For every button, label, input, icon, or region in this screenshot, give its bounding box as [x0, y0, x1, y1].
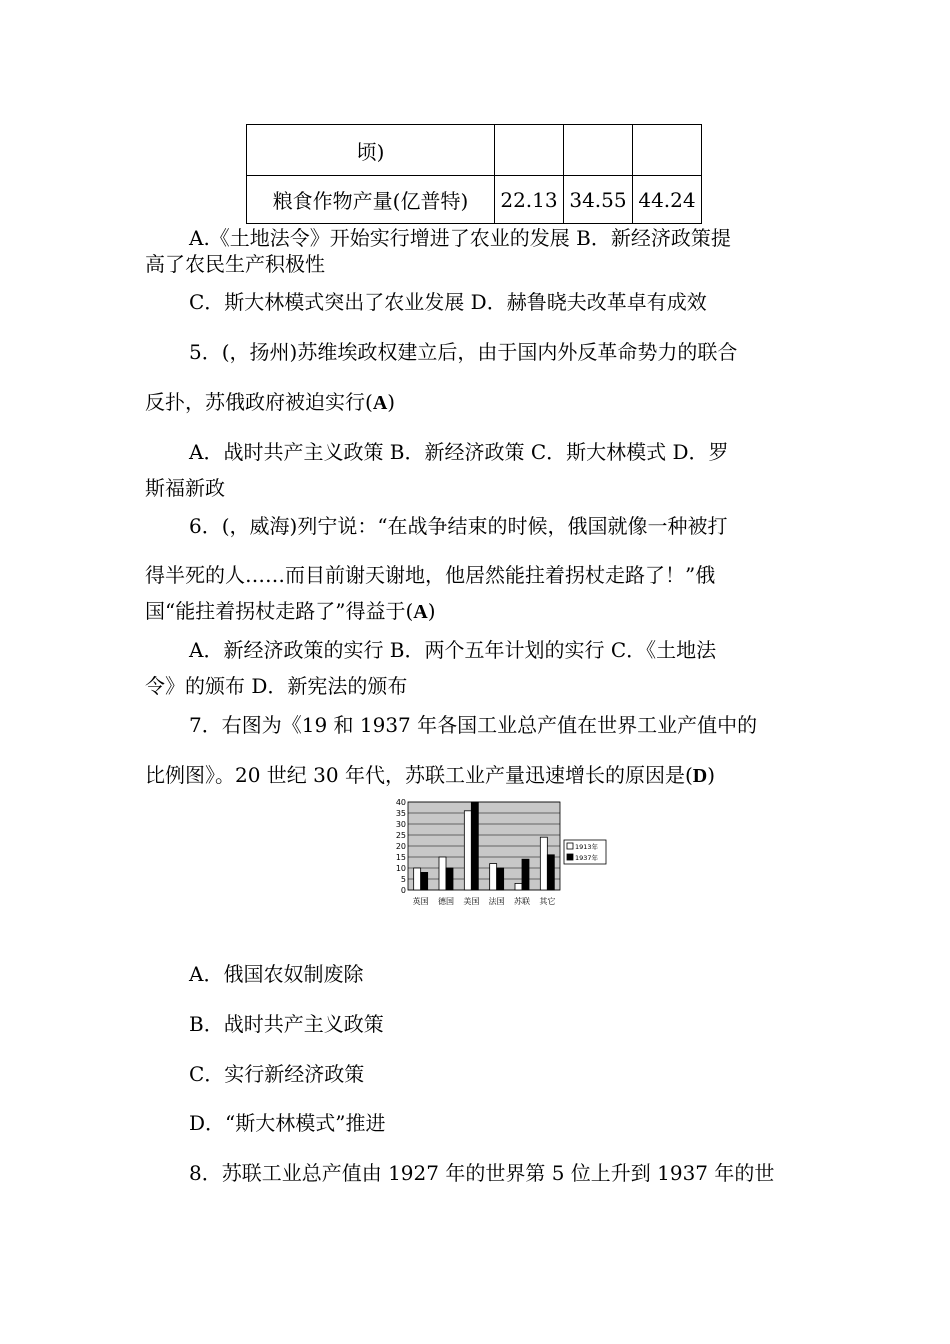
q4-option-a-line1: A.《土地法令》开始实行增进了农业的发展 B．新经济政策提 [189, 226, 731, 250]
q5-options-line2: 斯福新政 [145, 476, 225, 500]
legend-label: 1913年 [575, 843, 599, 851]
q6-options-line2: 令》的颁布 D．新宪法的颁布 [145, 674, 408, 698]
bar-1913 [414, 868, 421, 890]
q6-stem-close: ) [427, 599, 436, 623]
legend-swatch [567, 843, 573, 849]
q8-stem-line1: 8．苏联工业总产值由 1927 年的世界第 5 位上升到 1937 年的世 [189, 1161, 775, 1185]
y-tick-label: 0 [400, 886, 406, 895]
bar-1937 [421, 872, 428, 890]
q6-stem-line3 [145, 598, 436, 625]
q5-stem-line1: 5．(，扬州)苏维埃政权建立后，由于国内外反革命势力的联合 [189, 340, 738, 364]
bar-1913 [464, 811, 471, 890]
q7-option-d: D．“斯大林模式”推进 [189, 1111, 386, 1135]
bar-1937 [446, 868, 453, 890]
q7-stem-text: 比例图》。20 世纪 30 年代，苏联工业产量迅速增长的原因是( [145, 763, 693, 787]
table-cell-value: 22.13 [495, 176, 564, 224]
q6-options-line1: A．新经济政策的实行 B．两个五年计划的实行 C．《土地法 [189, 638, 717, 662]
table-cell [495, 125, 564, 176]
table-row [247, 125, 702, 176]
q5-answer: A [372, 392, 388, 414]
legend-swatch [567, 854, 573, 860]
q7-stem-line2 [145, 762, 715, 789]
y-tick-label: 30 [395, 820, 406, 829]
x-tick-label: 法国 [488, 897, 505, 906]
table-cell-label: 顷) [247, 125, 495, 176]
q7-option-a: A．俄国农奴制废除 [189, 962, 364, 986]
x-tick-label: 德国 [438, 897, 454, 906]
q4-option-c: C．斯大林模式突出了农业发展 D．赫鲁晓夫改革卓有成效 [189, 290, 707, 314]
table-cell-label: 粮食作物产量(亿普特) [247, 176, 495, 224]
q7-stem-line1: 7．右图为《19 和 1937 年各国工业总产值在世界工业产值中的 [189, 713, 758, 737]
q7-option-c: C．实行新经济政策 [189, 1062, 365, 1086]
grain-table [246, 124, 702, 224]
bar-1913 [439, 857, 446, 890]
table-cell-value: 34.55 [564, 176, 633, 224]
bar-1913 [490, 864, 497, 890]
y-tick-label: 5 [400, 875, 406, 884]
x-tick-label: 美国 [463, 897, 480, 906]
bar-1937 [497, 868, 504, 890]
y-tick-label: 10 [395, 864, 406, 873]
q6-answer: A [413, 601, 428, 623]
q6-stem-text: 国“能拄着拐杖走路了”得益于( [145, 599, 414, 623]
table-cell [633, 125, 702, 176]
legend-label: 1937年 [575, 854, 599, 862]
table-cell-value: 44.24 [633, 176, 702, 224]
bar-1937 [547, 855, 554, 890]
q4-option-a-line2: 高了农民生产积极性 [145, 252, 325, 276]
q6-stem-line1: 6．(，威海)列宁说：“在战争结束的时候，俄国就像一种被打 [189, 514, 728, 538]
bar-1913 [515, 883, 522, 890]
q5-stem-close: ) [387, 390, 396, 414]
bar-1937 [522, 859, 529, 890]
y-tick-label: 20 [395, 842, 406, 851]
x-tick-label: 英国 [412, 897, 429, 906]
bar-1937 [471, 802, 478, 890]
q5-options-line1: A．战时共产主义政策 B．新经济政策 C．斯大林模式 D．罗 [189, 440, 729, 464]
y-tick-label: 15 [395, 853, 406, 862]
q6-stem-line2: 得半死的人……而目前谢天谢地，他居然能拄着拐杖走路了！”俄 [145, 563, 716, 587]
q7-answer: D [692, 765, 708, 787]
bar-1913 [540, 837, 547, 890]
q7-option-b: B．战时共产主义政策 [189, 1012, 384, 1036]
y-tick-label: 40 [395, 798, 406, 807]
q5-stem-line2 [145, 389, 395, 416]
y-tick-label: 25 [395, 831, 406, 840]
x-tick-label: 其它 [539, 897, 556, 906]
table-row [247, 176, 702, 224]
industry-share-bar-chart [378, 798, 610, 910]
y-tick-label: 35 [395, 809, 406, 818]
q5-stem-text: 反扑，苏俄政府被迫实行( [145, 390, 373, 414]
q7-stem-close: ) [707, 763, 716, 787]
table-cell [564, 125, 633, 176]
x-tick-label: 苏联 [514, 897, 530, 906]
